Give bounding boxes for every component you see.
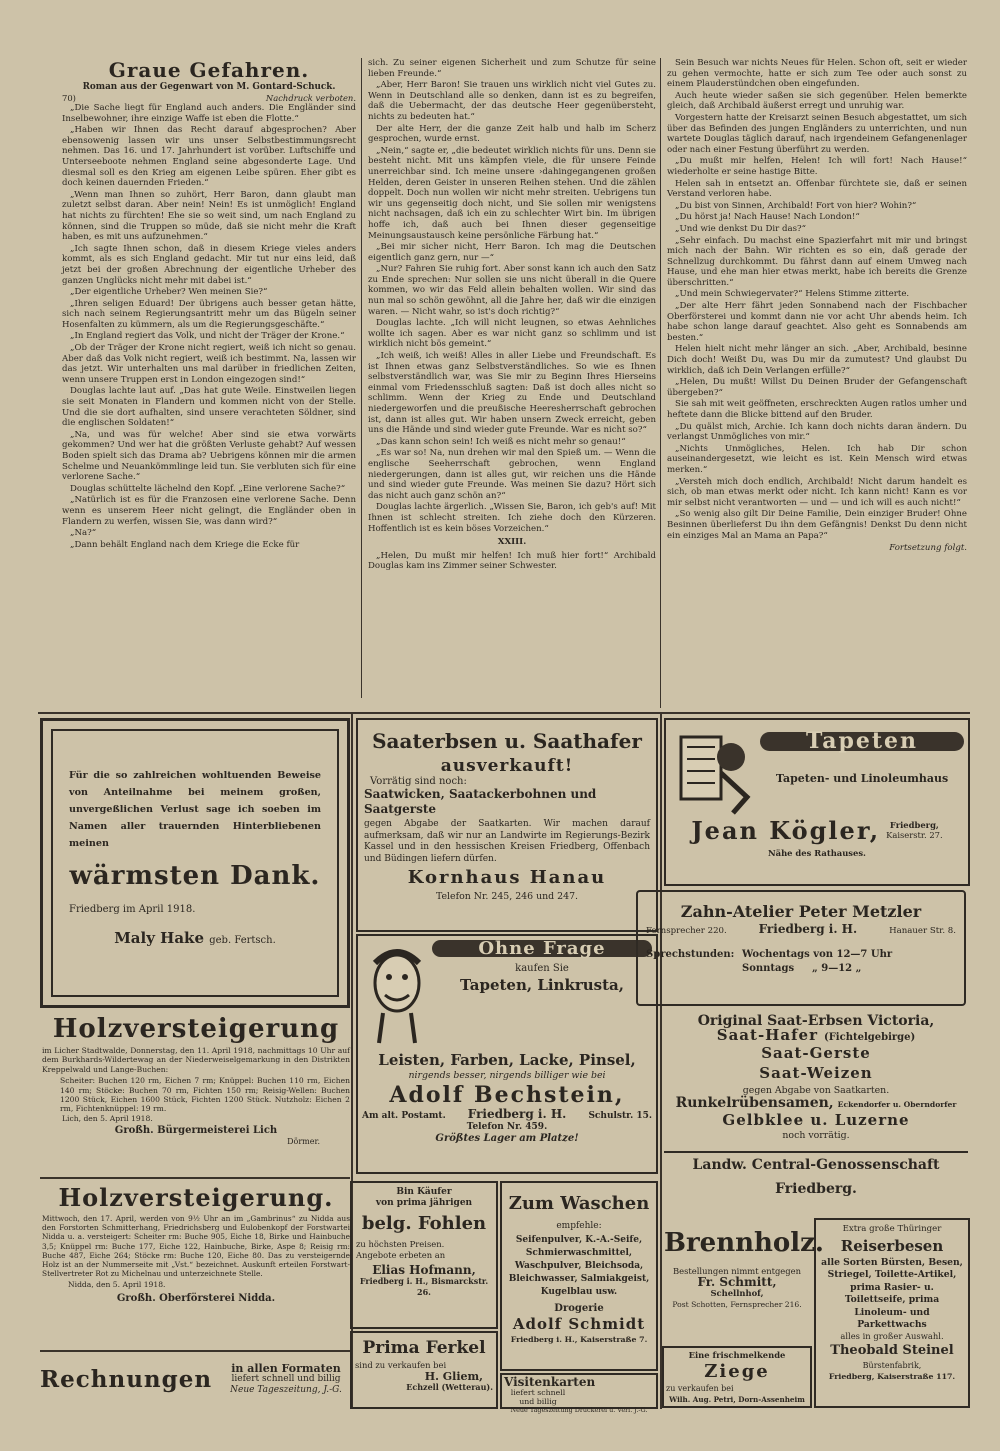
bechstein-ad xyxy=(356,934,658,1174)
brennholz-address: Post Schotten, Fernsprecher 216. xyxy=(672,1300,802,1309)
serial-paragraph: „Ob der Träger der Krone nicht regiert, weiß ich nicht so genau. Aber daß das Volk nicht regiert, weiß ich bestimmt. Na, lassen wir das jetzt. Wir unterhalten uns mal darüber in friedlichen Zeiten, wenn unsere Truppen erst in London eingezogen sind!“ xyxy=(62,343,356,385)
serial-paragraph: „Das kann schon sein! Ich weiß es nicht mehr so genau!“ xyxy=(376,436,626,447)
serial-column-1 xyxy=(62,58,356,698)
serial-paragraph: „Du mußt mir helfen, Helen! Ich will fort! Nach Hause!“ wiederholte er seine hastige Bitte. xyxy=(667,156,967,177)
serial-paragraph: sich. Zu seiner eigenen Sicherheit und zum Schutze für seine lieben Freunde.“ xyxy=(368,58,656,79)
victoria-line6: Runkelrübensamen, xyxy=(675,1095,834,1111)
victoria-line7: Gelbklee u. Luzerne xyxy=(722,1111,910,1129)
brennholz-line1: Bestellungen nimmt entgegen xyxy=(673,1266,801,1276)
zahn-ad xyxy=(636,890,966,1006)
face-illustration-icon xyxy=(362,940,432,1050)
victoria-line2-note: (Fichtelgebirge) xyxy=(823,1032,916,1043)
saat-headline-1: Saaterbsen u. Saathafer xyxy=(372,729,642,753)
holz1-ad xyxy=(40,1010,352,1176)
tapeten-street: Kaiserstr. 27. xyxy=(886,830,943,840)
victoria-line2: Saat-Hafer xyxy=(716,1026,818,1044)
waschen-list: Seifenpulver, K.-A.-Seife, Schmierwaschmittel, Waschpulver, Bleichsoda, Bleichwasser, Salmiakgeist, Kugelblau usw. xyxy=(508,1235,650,1297)
serial-paragraph: Der alte Herr, der die ganze Zeit halb und halb im Scherz gesprochen, wurde ernst. xyxy=(368,123,656,145)
zahn-hours1: Wochentags von 12—7 Uhr xyxy=(742,949,893,960)
ziege-name: Wilh. Aug. Petri, Dorn-Assenheim xyxy=(669,1395,805,1404)
serial-paragraph: „Helen, Du mußt mir helfen! Ich muß hier fort!“ Archibald Douglas kam ins Zimmer seiner Schwester. xyxy=(368,550,656,572)
tapeten-name-row xyxy=(670,815,964,845)
saat-ad xyxy=(356,718,658,932)
ziege-line1: Eine frischmelkende xyxy=(688,1350,786,1360)
victoria-line4: Saat-Weizen xyxy=(759,1064,873,1082)
holz1-items: Scheiter: Buchen 120 rm, Eichen 7 rm; Knüppel: Buchen 110 rm, Eichen 140 rm; Stöcke: Buchen 70 rm, Fichten 150 rm; Reisig-Wellen: Buchen 1200 Stück, Eichen 1600 Stück, Fichten 1200 Stück. Nutzholz: Eichen 2 rm, Fichtenknüppel: 19 rm. xyxy=(60,1076,350,1114)
zahn-street: Hanauer Str. 8. xyxy=(889,926,956,936)
ferkel-ad xyxy=(350,1331,498,1409)
waschen-label: Drogerie xyxy=(554,1303,604,1314)
dank-place-date: Friedberg im April 1918. xyxy=(69,904,196,915)
bechstein-intro: kaufen Sie xyxy=(515,963,569,974)
bechstein-banner: Ohne Frage xyxy=(432,940,652,957)
victoria-company: Landw. Central-Genossenschaft Friedberg. xyxy=(664,1151,968,1201)
holz2-headline: Holzversteigerung. xyxy=(58,1183,334,1212)
saat-stock-intro: Vorrätig sind noch: xyxy=(370,776,467,787)
dank-name-suffix: geb. Fertsch. xyxy=(209,935,276,946)
zahn-hours-sunday xyxy=(646,963,956,974)
fohlen-line3: zu höchsten Preisen. xyxy=(356,1239,445,1249)
tapeten-banner-block xyxy=(760,724,964,784)
serial-paragraph: „Wenn man Ihnen so zuhört, Herr Baron, dann glaubt man zuletzt selbst daran. Aber nein! Nein! Es ist unmöglich! England hat nichts zu fürchten! Ehe sie so weit sind, um nach England zu können, sind die Truppen so müde, daß sie nicht mehr die Kraft haben, es mit uns aufzunehmen.“ xyxy=(62,189,356,243)
zahn-headline: Zahn-Atelier Peter Metzler xyxy=(680,902,922,921)
holz1-headline: Holzversteigerung xyxy=(52,1014,340,1044)
victoria-line2-row xyxy=(664,1026,968,1044)
chapter-number: XXIII. xyxy=(497,537,527,548)
serial-paragraph: Douglas schüttelte lächelnd den Kopf. „Eine verlorene Sache?“ xyxy=(70,483,346,494)
serial-paragraph: „Bei mir sicher nicht, Herr Baron. Ich mag die Deutschen eigentlich ganz gern, nur —“ xyxy=(368,242,656,263)
dank-signature xyxy=(69,929,321,947)
victoria-line6-note: Eckendorfer u. Oberndorfer xyxy=(837,1100,957,1109)
besen-address: Friedberg, Kaiserstraße 117. xyxy=(828,1372,956,1382)
tapeten-name: Jean Kögler, xyxy=(691,815,881,845)
serial-paragraph: „Aber, Herr Baron! Sie trauen uns wirklich nicht viel Gutes zu. Wenn in Deutschland alle so denken, dann ist es zu begreifen, daß die Uebermacht, der das deutsche Heer gegenübersteht, nichts zu bedeuten hat.“ xyxy=(368,80,656,122)
holz2-place-date: Nidda, den 5. April 1918. xyxy=(68,1280,166,1290)
serial-paragraph: Douglas lachte ärgerlich. „Wissen Sie, Baron, ich geb's auf! Mit Ihnen ist schlecht streiten. Ich ziehe doch den Kürzeren. Hoffentlich ist es kein böses Vorzeichen.“ xyxy=(368,502,656,534)
rechnungen-details xyxy=(220,1363,352,1396)
holz1-signer: Dörmer. xyxy=(287,1137,320,1147)
holz1-place-date: Lich, den 5. April 1918. xyxy=(62,1113,153,1123)
serial-paragraph: „Nur? Fahren Sie ruhig fort. Aber sonst kann ich auch den Satz zu Ende sprechen: Nur sollen sie uns nicht überall in die Quere kommen, wo wir das Feld allein behalten wollen. Wir sind das nun mal so schön gewöhnt, all die Jahre her, daß wir die einzigen waren. — Nicht wahr, so ist's doch richtig?“ xyxy=(368,264,656,317)
serial-paragraph: „Na?“ xyxy=(70,528,97,539)
bechstein-claim: Größtes Lager am Platze! xyxy=(435,1133,579,1144)
serial-paragraph: Sie sah mit weit geöffneten, erschreckten Augen ratlos umher und heftete dann die Blicke bittend auf den Bruder. xyxy=(667,399,967,420)
serial-paragraph: „Die Sache liegt für England auch anders. Die Engländer sind Inselbewohner, ihre einzige Waffe ist eben die Flotte.“ xyxy=(62,103,356,124)
holz2-ad xyxy=(40,1180,352,1348)
serial-paragraph: „Versteh mich doch endlich, Archibald! Nicht darum handelt es sich, ob man etwas merkt oder nicht. Ich kann nicht! Kann es vor mir selbst nicht verantworten — und — und ich will es auch nicht!“ xyxy=(667,476,967,508)
fohlen-line4: Angebote erbeten an xyxy=(356,1250,446,1260)
fohlen-address: Friedberg i. H., Bismarckstr. 26. xyxy=(359,1276,489,1297)
ferkel-line1: sind zu verkaufen bei xyxy=(355,1360,447,1370)
bechstein-phone: Telefon Nr. 459. xyxy=(466,1122,548,1132)
serial-paragraph: „Der alte Herr fährt jeden Sonnabend nach der Fischbacher Oberförsterei und kommt dann nie vor acht Uhr abends heim. Ich habe schon lange darauf geachtet. Also geht es Sonnabends am besten.“ xyxy=(667,301,967,343)
serial-paragraph: „Nichts Unmögliches, Helen. Ich hab Dir schon auseinandergesetzt, wie leicht es ist. Kein Mensch wird etwas merken.“ xyxy=(667,443,967,475)
serial-paragraph: „Haben wir Ihnen das Recht darauf abgesprochen? Aber ebensowenig lassen wir uns unser Selbstbestimmungsrecht nehmen. Das 16. und 17. Jahrhundert ist vorüber. Luftschiffe und Unterseeboote nehmen England seine abgesonderte Lage. Und diesmal soll es den Krieg am eigenen Leibe spüren. Eher gibt es doch keinen dauernden Frieden.“ xyxy=(62,125,356,189)
tapeten-line: Tapeten- und Linoleumhaus xyxy=(775,772,949,785)
serial-paragraph: „Ihren seligen Eduard! Der übrigens auch besser getan hätte, sich nach seinem Regierungsantritt mehr um das Bügeln seiner Hosenfalten zu kümmern, als um die Regierungsgeschäfte.“ xyxy=(62,298,356,330)
serial-paragraph: „Helen, Du mußt! Willst Du Deinen Bruder der Gefangenschaft übergeben?“ xyxy=(667,377,967,398)
bechstein-line2: Leisten, Farben, Lacke, Pinsel, xyxy=(378,1051,636,1069)
visitenkarten-ad xyxy=(500,1373,658,1414)
serial-paragraph: „Du hörst ja! Nach Hause! Nach London!“ xyxy=(675,212,860,223)
saat-company: Kornhaus Hanau xyxy=(407,867,607,889)
victoria-line8: noch vorrätig. xyxy=(782,1130,850,1141)
waschen-address: Friedberg i. H., Kaiserstraße 7. xyxy=(510,1335,648,1344)
serial-paragraph: „Ich sagte Ihnen schon, daß in diesem Kriege vieles anders kommt, als es sich England gedacht. Mir tut nur eins leid, daß jetzt bei der großen Abrechnung der eigentliche Urheber des ganzen Unglücks nicht mehr mit dabei ist.“ xyxy=(62,243,356,286)
tapeten-ad xyxy=(664,718,970,886)
serial-meta xyxy=(62,93,356,103)
holz1-signature: Großh. Bürgermeisterei Lich xyxy=(114,1125,278,1137)
ziege-line2: zu verkaufen bei xyxy=(666,1384,734,1393)
tapeten-note: Nähe des Rathauses. xyxy=(768,848,866,858)
zahn-hours2-label: Sonntags xyxy=(742,963,795,974)
besen-ad xyxy=(814,1218,970,1408)
victoria-line1: Original Saat-Erbsen Victoria, xyxy=(697,1013,935,1029)
saat-phone: Telefon Nr. 245, 246 und 247. xyxy=(435,891,579,903)
ad-divider xyxy=(40,1350,350,1352)
bechstein-address xyxy=(362,1109,652,1122)
brennholz-name: Fr. Schmitt, xyxy=(697,1275,777,1289)
waschen-name: Adolf Schmidt xyxy=(512,1315,646,1333)
besen-line1: Extra große Thüringer xyxy=(842,1224,942,1234)
besen-name: Theobald Steinel xyxy=(830,1343,954,1359)
bechstein-line1: Tapeten, Linkrusta, xyxy=(460,976,624,994)
serial-paragraph: Douglas lachte. „Ich will nicht leugnen, so etwas Aehnliches wollte ich sagen. Aber es war nicht ganz so schlimm und ist wirklich nicht bös gemeint.“ xyxy=(368,318,656,350)
visitenkarten-text: liefert schnell und billig xyxy=(510,1388,566,1406)
serial-title: Graue Gefahren. xyxy=(108,58,310,82)
ziege-ad xyxy=(662,1346,812,1408)
victoria-ad xyxy=(662,1010,970,1214)
bechstein-address-left: Am alt. Postamt. xyxy=(362,1111,446,1121)
holz2-body: Mittwoch, den 17. April, werden von 9½ Uhr an im „Gambrinus“ zu Nidda aus den Forstorten Schmitterhang, Friedrichsberg und Eulobenkopf der Forstwartei Nidda u. a. versteigert: Scheiter rm: Buche 905, Eiche 18, Birke und Hainbuche 3,5; Knüppel rm: Buche 177, Eiche 122, Hainbuche, Birke, Aspe 8; Reisig rm: Buche 487, Eiche 264; Stöcke rm: Buche 120, Eiche 80. Das zu versteigernde Holz ist an der Nummerseite mit „Vst.“ bezeichnet. Auskunft erteilen Forstwart-Stellvertreter Rot zu Michelnau und unterzeichnete Stelle. xyxy=(42,1214,350,1279)
victoria-line6-row xyxy=(664,1095,968,1111)
serial-column-3 xyxy=(667,58,967,713)
holz2-signature: Großh. Oberförsterei Nidda. xyxy=(116,1292,276,1304)
serial-paragraph: „Natürlich ist es für die Franzosen eine verlorene Sache. Denn wenn es unserem Heer nicht gelingt, die Engländer oben in Flandern zu werfen, wissen Sie, was dann wird?“ xyxy=(62,495,356,527)
serial-paragraph: Sein Besuch war nichts Neues für Helen. Schon oft, seit er wieder zu gehen vermochte, hatte er sich zum Tee oder auch sonst zu einem Plauderstündchen oben eingefunden. xyxy=(667,58,967,90)
column-rule xyxy=(361,58,362,698)
besen-list: alle Sorten Bürsten, Besen, Striegel, Toilette-Artikel, prima Rasier- u. Toilettseife, prima Linoleum- und Parkettwachs xyxy=(821,1257,963,1331)
zahn-address xyxy=(646,924,956,937)
fohlen-ad xyxy=(350,1181,498,1329)
waschen-ad xyxy=(500,1181,658,1371)
serial-paragraph: Helen sah in entsetzt an. Offenbar fürchtete sie, daß er seinen Verstand verloren habe. xyxy=(667,178,967,200)
rechnungen-headline: Rechnungen xyxy=(40,1365,213,1393)
serial-paragraph: „In England regiert das Volk, und nicht der Träger der Krone.“ xyxy=(70,331,345,342)
visitenkarten-publisher: Neue Tageszeitung Druckerei u. Verl. J.-G. xyxy=(510,1406,648,1414)
dank-headline: wärmsten Dank. xyxy=(69,861,321,891)
serial-paragraph: „Na, und was für welche! Aber sind sie etwa vorwärts gekommen? Und wer hat die größten Verluste gehabt? Auf wessen Boden spielt sich das Drama ab? Uebrigens können mir die armen Schelme und Neuankömmlinge leid tun. Sie verbluten sich für eine verlorene Sache.“ xyxy=(62,429,356,483)
victoria-line3: Saat-Gerste xyxy=(761,1044,871,1062)
victoria-line5: gegen Abgabe von Saatkarten. xyxy=(742,1085,890,1096)
visitenkarten-headline: Visitenkarten xyxy=(504,1375,596,1389)
serial-paragraph: „Ich weiß, ich weiß! Alles in aller Liebe und Freundschaft. Es ist Ihnen etwas ganz Selbstverständliches. So wie es Ihnen selbstverständlich war, was Sie mir zu Beginn Ihres Hierseins einmal vom Friedensschluß sagten: Daß ist doch alles nicht so schlimm. Wenn der Krieg zu Ende und Deutschland niedergeworfen und die preußische Heeresherrschaft gebrochen ist, dann ist alles gut. Wir haben unsern Zweck erreicht, geben uns die Hände und sind wieder gute Freunde. War es nicht so?“ xyxy=(368,351,656,436)
zahn-hours-label: Sprechstunden: xyxy=(646,949,735,960)
wallpaper-roll-icon xyxy=(670,724,760,820)
serial-paragraph: Vorgestern hatte der Kreisarzt seinen Besuch abgestattet, um sich über das Befinden des jungen Engländers zu unterrichten, und nun wartete Douglas täglich darauf, nach irgendeinem Gefangenenlager oder nach einer Festung überführt zu werden. xyxy=(667,112,967,155)
serial-paragraph: „Du bist von Sinnen, Archibald! Fort von hier? Wohin?“ xyxy=(675,200,917,211)
serial-paragraph: „Sehr einfach. Du machst eine Spazierfahrt mit mir und bringst mich nach der Bahn. Wir richten es so ein, daß gerade der Schnellzug durchkommt. Du fährst dann auf einem Umweg nach Hause, und ehe man hier etwas merkt, habe ich bereits die Grenze überschritten.“ xyxy=(667,235,967,288)
serial-paragraph: „Dann behält England nach dem Kriege die Ecke für xyxy=(70,539,300,550)
tapeten-address xyxy=(886,820,943,840)
serial-paragraph: Auch heute wieder saßen sie sich gegenüber. Helen bemerkte gleich, daß Archibald äußerst erregt und unruhig war. xyxy=(667,90,967,112)
serial-paragraph: „Der eigentliche Urheber? Wen meinen Sie?“ xyxy=(70,287,268,298)
serial-paragraph: Douglas lachte laut auf. „Das hat gute Weile. Einstweilen liegen sie seit Monaten in Flandern und kommen nicht von der Stelle. Und die sie dort aufhalten, sind unsere verachteten Söldner, sind die englischen Soldaten!“ xyxy=(62,386,356,429)
bechstein-city: Friedberg i. H. xyxy=(467,1107,567,1121)
serial-subtitle: Roman aus der Gegenwart von M. Gontard-Schuck. xyxy=(82,82,336,92)
bechstein-banner-block xyxy=(432,940,652,996)
serial-paragraph: „So wenig also gilt Dir Deine Familie, Dein einziger Bruder! Ohne Besinnen überlieferst Du ihn dem Gefängnis! Denkst Du denn nicht ein einziges Mal an Mama an Papa?“ xyxy=(667,509,967,541)
brennholz-headline: Brennholz. xyxy=(664,1228,824,1258)
serial-paragraph: „Es war so! Na, nun drehen wir mal den Spieß um. — Wenn die englische Seeherrschaft gebrochen, wenn England niedergerungen, dann ist alles gut, wir reichen uns die Hände und sind wieder gute Freunde. Was meinen Sie dazu? Hört sich das nicht auch ganz schön an?“ xyxy=(368,448,656,501)
column-rule xyxy=(660,58,661,708)
zahn-hours xyxy=(646,949,956,960)
zahn-hours2: „ 9—12 „ xyxy=(812,963,862,974)
zahn-city: Friedberg i. H. xyxy=(758,922,858,936)
dank-ad xyxy=(40,718,350,1008)
ferkel-place: Echzell (Wetterau). xyxy=(406,1382,493,1392)
tapeten-city: Friedberg, xyxy=(889,820,939,830)
besen-trade: Bürstenfabrik, xyxy=(862,1361,922,1371)
serial-part: 70) xyxy=(62,93,76,103)
tapeten-header xyxy=(670,724,964,820)
ad-divider xyxy=(40,1177,350,1179)
zahn-phone: Fernsprecher 220. xyxy=(646,926,727,936)
serial-paragraph: „Und wie denkst Du Dir das?“ xyxy=(675,223,806,234)
bechstein-line3: nirgends besser, nirgends billiger wie bei xyxy=(408,1070,606,1081)
serial-copyright: Nachdruck verboten. xyxy=(265,93,356,103)
brennholz-ad xyxy=(662,1218,824,1344)
fohlen-line2: von prima jährigen xyxy=(375,1198,473,1208)
serial-paragraph: Helen hielt nicht mehr länger an sich. „Aber, Archibald, besinne Dich doch! Weißt Du, was Du mir da zumutest? Und glaubst Du wirklich, daß ich Dein Verlangen erfülle?“ xyxy=(667,344,967,376)
waschen-recommends: empfehle: xyxy=(556,1221,602,1231)
bechstein-name: Adolf Bechstein, xyxy=(389,1082,625,1108)
tapeten-banner: Tapeten xyxy=(760,732,964,751)
ziege-headline: Ziege xyxy=(704,1361,770,1382)
saat-headline-2: ausverkauft! xyxy=(440,756,574,776)
rechnungen-text2: liefert schnell und billig xyxy=(231,1373,341,1384)
fohlen-line1: Bin Käufer xyxy=(396,1187,452,1197)
serial-column-2 xyxy=(368,58,656,708)
rechnungen-ad xyxy=(40,1354,352,1404)
dank-inner-frame xyxy=(51,729,339,997)
brennholz-place: Schellnhof, xyxy=(710,1288,764,1298)
saat-body: gegen Abgabe der Saatkarten. Wir machen darauf aufmerksam, daß wir nur an Landwirte im Regierungs-Bezirk Kassel und in den hessischen Kreisen Friedberg, Offenbach und Büdingen liefern dürfen. xyxy=(364,819,650,864)
rechnungen-text1: in allen Formaten xyxy=(231,1361,341,1375)
serial-paragraph: „Nein,“ sagte er, „die bedeutet wirklich nichts für uns. Denn sie besteht nicht. Mit uns kämpfen viele, die für unsere Feinde unerreichbar sind. Ich meine unsere ›dahingegangenen großen Helden, deren Geister in unseren Reihen stehen. Und die zählen doppelt. Doch nun wollen wir nicht mehr streiten. Uebrigens tun wir uns gegenseitig doch nicht, und Sie sollen mir wenigstens nicht nachsagen, daß ich ein zu schlechter Wirt bin. Im übrigen hoffe ich, daß auch bei Ihnen dieser gegenseitige Meinungsaustausch keine persönliche Färbung hat.“ xyxy=(368,145,656,241)
bechstein-street: Schulstr. 15. xyxy=(588,1111,652,1121)
ferkel-headline: Prima Ferkel xyxy=(362,1338,486,1358)
holz1-body: im Licher Stadtwalde, Donnerstag, den 11. April 1918, nachmittags 10 Uhr auf dem Burkhards-Wildertewag an der Niederweiselgemarkung in den Distrikten Kreppelwald und Lange-Buchen: xyxy=(42,1046,350,1074)
serial-paragraph: „Du quälst mich, Archie. Ich kann doch nichts daran ändern. Du verlangst Unmögliches von mir.“ xyxy=(667,421,967,443)
rechnungen-publisher: Neue Tageszeitung, J.-G. xyxy=(230,1384,342,1395)
waschen-headline: Zum Waschen xyxy=(508,1193,650,1214)
fohlen-headline: belg. Fohlen xyxy=(361,1213,487,1234)
dank-intro: Für die so zahlreichen wohltuenden Beweise von Anteilnahme bei meinem großen, unvergeßlichen Verlust sage ich soeben im Namen aller trauernden Hinterbliebenen meinen xyxy=(69,770,321,849)
bechstein-header xyxy=(362,940,652,1050)
ferkel-name: H. Gliem, xyxy=(424,1370,483,1383)
serial-paragraph: „Und mein Schwiegervater?“ Helens Stimme zitterte. xyxy=(675,289,910,300)
continued-note: Fortsetzung folgt. xyxy=(889,543,967,554)
dank-name: Maly Hake xyxy=(114,929,204,947)
fohlen-name: Elias Hofmann, xyxy=(372,1263,476,1277)
besen-headline: Reiserbesen xyxy=(840,1237,944,1255)
zahn-hours-spacer xyxy=(646,963,742,974)
besen-line2: alles in großer Auswahl. xyxy=(840,1331,944,1342)
saat-stock: Saatwicken, Saatackerbohnen und Saatgerste xyxy=(364,787,597,816)
